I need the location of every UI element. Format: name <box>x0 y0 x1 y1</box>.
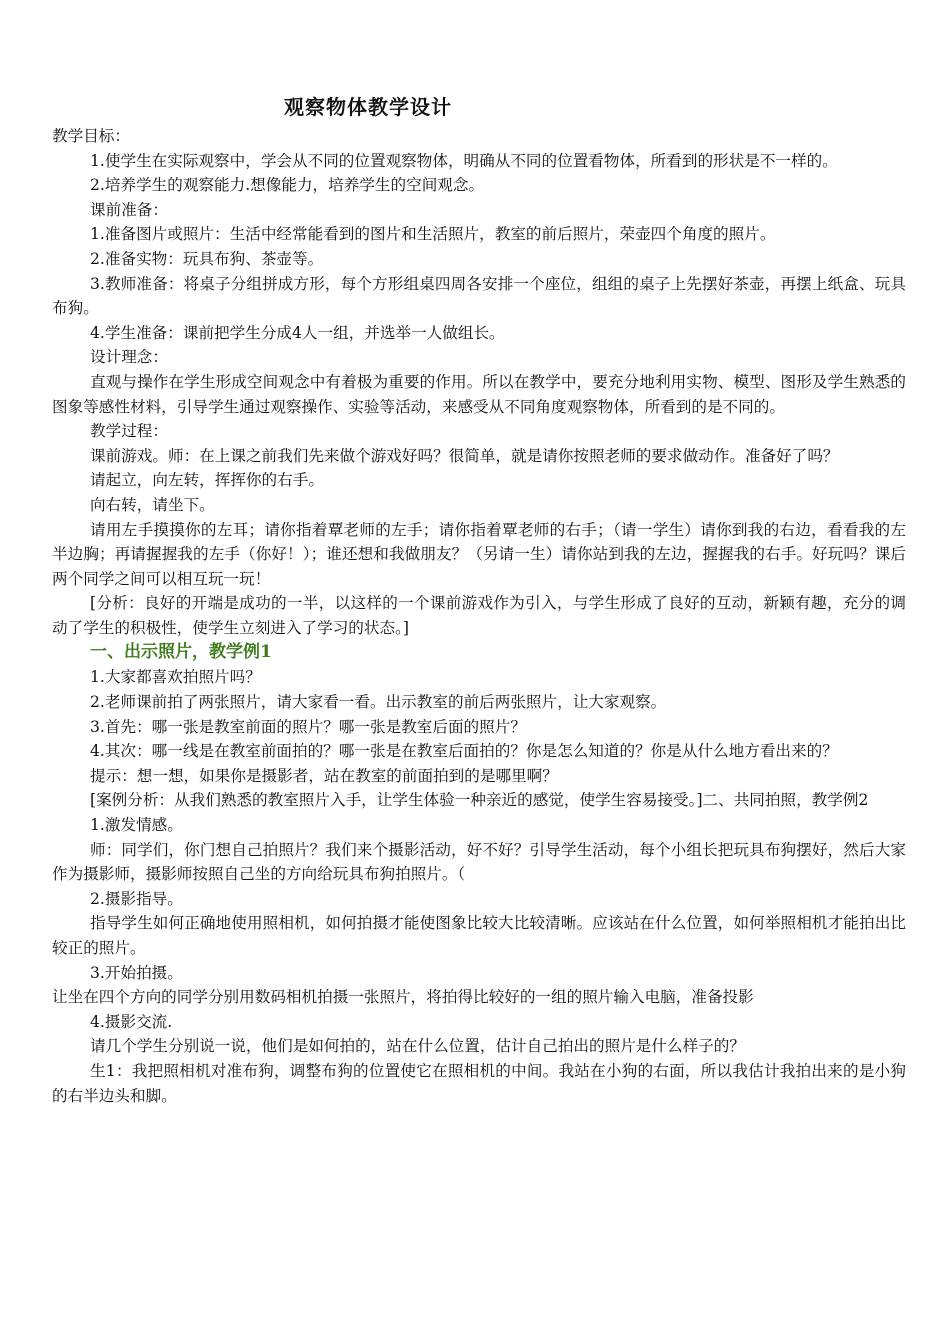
paragraph: 1.准备图片或照片：生活中经常能看到的图片和生活照片，教室的前后照片，荣壶四个角度的照片。 <box>90 225 776 244</box>
paragraph: 4.其次：哪一线是在教室前面拍的？哪一张是在教室后面拍的？你是怎么知道的？你是从什么地方看出来的？ <box>90 742 838 761</box>
paragraph: 请起立，向左转，挥挥你的右手。 <box>90 471 324 490</box>
paragraph: 4.学生准备：课前把学生分成4人一组，并选举一人做组长。 <box>90 323 505 342</box>
paragraph: 生1：我把照相机对准布狗，调整布狗的位置使它在照相机的中间。我站在小狗的右面，所以我估计我拍出来的是小狗的右半边头和脚。 <box>52 1061 906 1105</box>
paragraph: 1.大家都喜欢拍照片吗？ <box>90 668 261 687</box>
paragraph: 指导学生如何正确地使用照相机，如何拍摄才能使图象比较大比较清晰。应该站在什么位置，如何举照相机才能拍出比较正的照片。 <box>52 914 906 957</box>
paragraph: 教学目标： <box>52 127 130 145</box>
paragraph: [分析：良好的开端是成功的一半，以这样的一个课前游戏作为引入，与学生形成了良好的互动，新颖有趣，充分的调动了学生的积极性，使学生立刻进入了学习的状态。] <box>52 594 906 637</box>
paragraph: 请几个学生分别说一说，他们是如何拍的，站在什么位置，估计自己拍出的照片是什么样子的？ <box>90 1037 745 1056</box>
paragraph: 课前游戏。师：在上课之前我们先来做个游戏好吗？很简单，就是请你按照老师的要求做动作。准备好了吗？ <box>90 446 839 465</box>
paragraph: 课前准备： <box>90 200 168 219</box>
section-heading: 一、出示照片，教学例1 <box>90 642 272 663</box>
paragraph: 直观与操作在学生形成空间观念中有着极为重要的作用。所以在教学中，要充分地利用实物、模型、图形及学生熟悉的图象等感性材料，引导学生通过观察操作、实验等活动，来感受从不同角度观察物体，所看到的是不同的。 <box>52 372 906 416</box>
document-title: 观察物体教学设计 <box>284 95 452 119</box>
paragraph: 3.首先：哪一张是教室前面的照片？哪一张是教室后面的照片？ <box>90 717 526 736</box>
paragraph: 1.使学生在实际观察中，学会从不同的位置观察物体，明确从不同的位置看物体，所看到的形状是不一样的。 <box>90 151 838 170</box>
paragraph: [案例分析：从我们熟悉的教室照片入手，让学生体验一种亲近的感觉，使学生容易接受。]二、共同拍照，教学例2 <box>90 791 869 810</box>
paragraph: 向右转，请坐下。 <box>90 495 215 514</box>
paragraph: 请用左手摸摸你的左耳；请你指着覃老师的左手；请你指着覃老师的右手；（请一学生）请你到我的右边，看看我的左半边胸；再请握握我的左手（你好！）；谁还想和我做朋友？（另请一生）请你站到我的左边，握握我的右手。好玩吗？课后两个同学之间可以相互玩一玩！ <box>52 520 906 588</box>
paragraph: 让坐在四个方向的同学分别用数码相机拍摄一张照片，将拍得比较好的一组的照片输入电脑，准备投影 <box>52 988 754 1007</box>
paragraph: 设计理念： <box>90 348 168 367</box>
paragraph: 提示：想一想，如果你是摄影者，站在教室的前面拍到的是哪里啊？ <box>90 766 558 785</box>
paragraph: 1.激发情感。 <box>90 816 183 835</box>
paragraph: 2.准备实物：玩具布狗、茶壶等。 <box>90 249 324 268</box>
paragraph: 教学过程： <box>90 422 168 441</box>
paragraph: 师：同学们，你门想自己拍照片？我们来个摄影活动，好不好？引导学生活动，每个小组长把玩具布狗摆好，然后大家作为摄影师，摄影师按照自己坐的方向给玩具布狗拍照片。（ <box>52 840 906 884</box>
paragraph: 3.开始拍摄。 <box>90 963 183 982</box>
paragraph: 2.老师课前拍了两张照片，请大家看一看。出示教室的前后两张照片，让大家观察。 <box>90 693 667 712</box>
paragraph: 2.摄影指导。 <box>90 889 183 908</box>
paragraph: 3.教师准备：将桌子分组拼成方形，每个方形组桌四周各安排一个座位，组组的桌子上先摆好茶壶，再摆上纸盒、玩具布狗。 <box>52 274 906 318</box>
paragraph: 2.培养学生的观察能力.想像能力，培养学生的空间观念。 <box>90 176 485 195</box>
document-body <box>52 124 906 1108</box>
paragraph: 4.摄影交流. <box>90 1012 173 1031</box>
